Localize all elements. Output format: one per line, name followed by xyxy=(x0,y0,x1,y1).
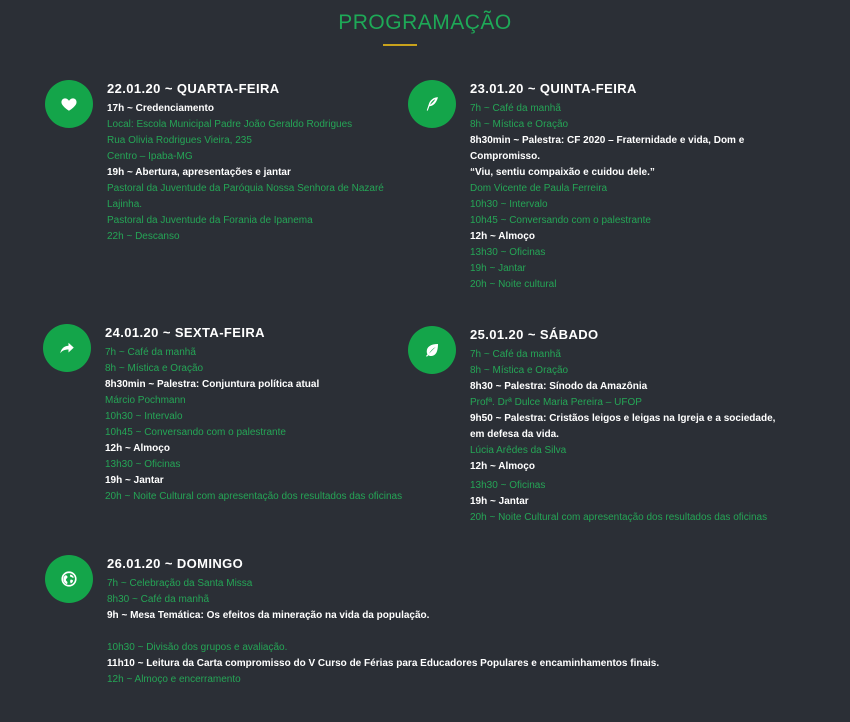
schedule-item: 9h50 ~ Palestra: Cristãos leigos e leigas na Igreja e a sociedade, xyxy=(470,413,776,424)
schedule-item: 19h ~ Jantar xyxy=(470,263,526,274)
schedule-item: 20h ~ Noite Cultural com apresentação dos resultados das oficinas xyxy=(470,512,768,523)
schedule-item: 8h ~ Mística e Oração xyxy=(470,365,569,376)
schedule-item: Profª. Drª Dulce Maria Pereira – UFOP xyxy=(470,397,642,408)
schedule-item: 19h ~ Jantar xyxy=(105,475,164,486)
share-arrow-icon xyxy=(43,324,91,372)
schedule-item: 22h ~ Descanso xyxy=(107,231,180,242)
schedule-list xyxy=(107,576,659,688)
schedule-item: 17h ~ Credenciamento xyxy=(107,103,214,114)
schedule-item: 8h30 ~ Palestra: Sínodo da Amazônia xyxy=(470,381,648,392)
schedule-item: 12h ~ Almoço xyxy=(105,443,170,454)
schedule-item: Compromisso. xyxy=(470,151,541,162)
schedule-item: 12h ~ Almoço e encerramento xyxy=(107,674,241,685)
schedule-item: 13h30 ~ Oficinas xyxy=(470,247,546,258)
schedule-item: 10h45 ~ Conversando com o palestrante xyxy=(470,215,651,226)
schedule-list xyxy=(105,345,402,505)
schedule-item: Centro – Ipaba-MG xyxy=(107,151,193,162)
day-heading: 24.01.20 ~ SEXTA-FEIRA xyxy=(105,325,265,340)
schedule-item: 13h30 ~ Oficinas xyxy=(470,480,546,491)
schedule-item: 10h30 ~ Divisão dos grupos e avaliação. xyxy=(107,642,288,653)
schedule-item: 8h ~ Mística e Oração xyxy=(470,119,569,130)
schedule-item: 20h ~ Noite Cultural com apresentação dos resultados das oficinas xyxy=(105,491,403,502)
schedule-item: 11h10 ~ Leitura da Carta compromisso do V Curso de Férias para Educadores Populares e encaminhamentos finais. xyxy=(107,658,660,669)
schedule-item: 8h ~ Mística e Oração xyxy=(105,363,204,374)
schedule-item: Márcio Pochmann xyxy=(105,395,186,406)
schedule-item: 10h45 ~ Conversando com o palestrante xyxy=(105,427,286,438)
schedule-item: 10h30 ~ Intervalo xyxy=(105,411,183,422)
day-heading: 26.01.20 ~ DOMINGO xyxy=(107,556,244,571)
feather-icon xyxy=(408,80,456,128)
schedule-item: 19h ~ Jantar xyxy=(470,496,529,507)
schedule-item: 13h30 ~ Oficinas xyxy=(105,459,181,470)
leaf-icon xyxy=(408,326,456,374)
schedule-item: 7h ~ Celebração da Santa Missa xyxy=(107,578,253,589)
schedule-item: 9h ~ Mesa Temática: Os efeitos da mineração na vida da população. xyxy=(107,610,430,621)
schedule-item: 8h30min ~ Palestra: CF 2020 – Fraternidade e vida, Dom e xyxy=(470,135,745,146)
schedule-item: 7h ~ Café da manhã xyxy=(105,347,196,358)
day-heading: 23.01.20 ~ QUINTA-FEIRA xyxy=(470,81,637,96)
schedule-list xyxy=(470,347,775,526)
schedule-item: 20h ~ Noite cultural xyxy=(470,279,557,290)
line-spacer xyxy=(107,624,659,640)
heart-icon xyxy=(45,80,93,128)
schedule-item: Lajinha. xyxy=(107,199,143,210)
schedule-item: 10h30 ~ Intervalo xyxy=(470,199,548,210)
page-title: PROGRAMAÇÃO xyxy=(338,11,512,34)
globe-icon xyxy=(45,555,93,603)
day-heading: 25.01.20 ~ SÁBADO xyxy=(470,327,599,342)
schedule-item: Rua Olivia Rodrigues Vieira, 235 xyxy=(107,135,252,146)
schedule-item: 8h30 ~ Café da manhã xyxy=(107,594,210,605)
schedule-item: Pastoral da Juventude da Paróquia Nossa Senhora de Nazaré xyxy=(107,183,384,194)
schedule-item: 7h ~ Café da manhã xyxy=(470,349,561,360)
schedule-item: Pastoral da Juventude da Forania de Ipanema xyxy=(107,215,313,226)
schedule-item: “Viu, sentiu compaixão e cuidou dele.” xyxy=(470,167,655,178)
schedule-item: em defesa da vida. xyxy=(470,429,559,440)
schedule-item: 12h ~ Almoço xyxy=(470,231,535,242)
schedule-list xyxy=(107,101,384,245)
schedule-list xyxy=(470,101,744,293)
title-divider xyxy=(383,44,417,46)
schedule-item: 7h ~ Café da manhã xyxy=(470,103,561,114)
day-heading: 22.01.20 ~ QUARTA-FEIRA xyxy=(107,81,280,96)
schedule-item: Lúcia Arêdes da Silva xyxy=(470,445,567,456)
schedule-item: 8h30min ~ Palestra: Conjuntura política atual xyxy=(105,379,320,390)
schedule-item: 19h ~ Abertura, apresentações e jantar xyxy=(107,167,291,178)
schedule-item: Dom Vicente de Paula Ferreira xyxy=(470,183,608,194)
schedule-item: Local: Escola Municipal Padre João Geraldo Rodrigues xyxy=(107,119,353,130)
schedule-item: 12h ~ Almoço xyxy=(470,461,535,472)
